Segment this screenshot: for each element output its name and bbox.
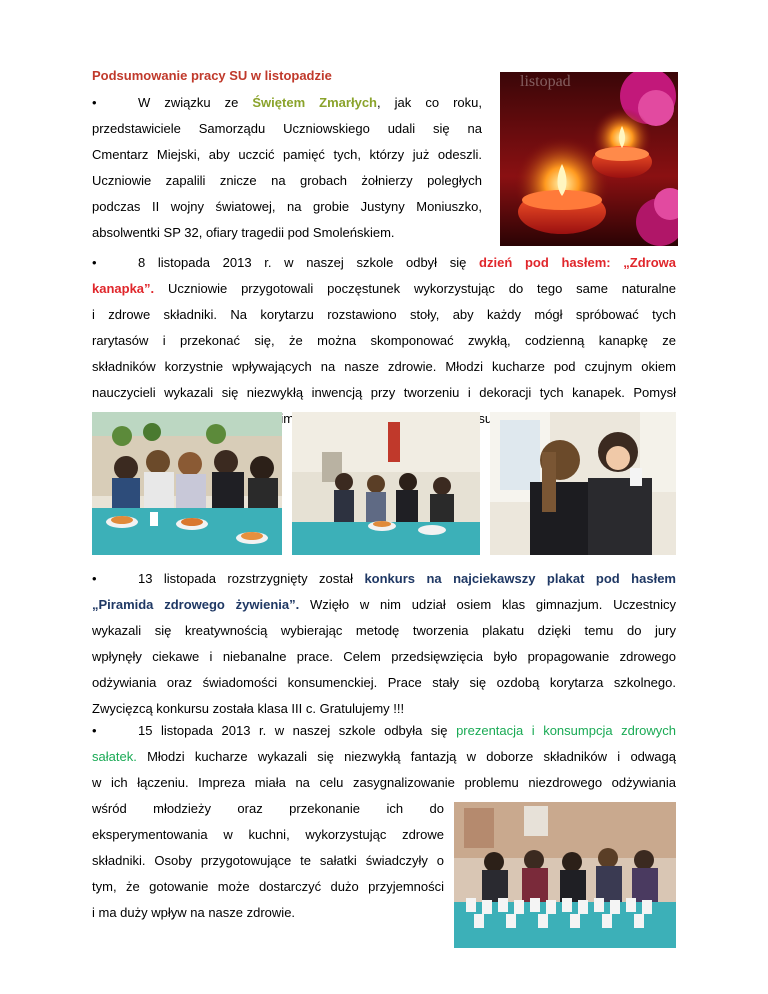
text-line: • 15 listopada 2013 r. w naszej szkole odbyła się prezentacja i konsumpcja zdrowych xyxy=(92,718,676,744)
highlight-text: dzień pod hasłem: „Zdrowa xyxy=(479,255,676,270)
highlight-text: prezentacja i konsumpcja zdrowych xyxy=(456,723,676,738)
text-line: składniki. Osoby przygotowujące te sałatki świadczyły o xyxy=(92,853,444,868)
sandwich-photo-3 xyxy=(490,412,676,555)
text-line: wykazali się kreatywnością wybierając metodę tworzenia plakatu dzięki temu do jury xyxy=(92,623,676,638)
page-title: Podsumowanie pracy SU w listopadzie xyxy=(92,68,332,83)
paragraph-poster-contest xyxy=(92,566,676,722)
text-line: i zdrowe składniki. Na korytarzu rozstawiono stoły, aby każdy mógł spróbować tych xyxy=(92,307,676,322)
text-line: i ma duży wpływ na nasze zdrowie. xyxy=(92,905,296,920)
text-line: podczas II wojny światowej, na grobie Justyny Moniuszko, xyxy=(92,199,482,214)
highlight-text: konkurs na najciekawszy plakat pod hasłem xyxy=(364,571,676,586)
text-line: • 13 listopada rozstrzygnięty został konkurs na najciekawszy plakat pod hasłem xyxy=(92,566,676,592)
salads-photo xyxy=(454,802,676,948)
paragraph-salads-cont xyxy=(92,796,444,926)
text-line: Cmentarz Miejski, aby uczcić pamięć tych, którzy już odeszli. xyxy=(92,147,482,162)
text-line: kanapka”. Uczniowie przygotowali poczęstunek wykorzystując do tego same naturalne xyxy=(92,281,676,296)
bullet-icon: • xyxy=(92,571,97,586)
text-line: wpłynęły ciekawe i niebanalne prace. Celem przedsięwzięcia było propagowanie zdrowego xyxy=(92,649,676,664)
candles-photo xyxy=(500,72,678,246)
highlight-text: „Piramida zdrowego żywienia”. xyxy=(92,597,300,612)
text-line: rarytasów i przekonać się, że można skomponować zwykłą, codzienną kanapkę ze xyxy=(92,333,676,348)
sandwich-photo-1 xyxy=(92,412,282,555)
highlight-text: sałatek. xyxy=(92,749,137,764)
text-line: przedstawiciele Samorządu Uczniowskiego udali się na xyxy=(92,121,482,136)
text-line: „Piramida zdrowego żywienia”. Wzięło w nim udział osiem klas gimnazjum. Uczestnicy xyxy=(92,597,676,612)
text-line: w ich łączeniu. Impreza miała na celu zasygnalizowanie problemu niezdrowego odżywiania xyxy=(92,775,676,790)
sandwich-photo-2 xyxy=(292,412,480,555)
text-line: nauczycieli wykazali się niezwykłą inwencją przy tworzeniu i dekoracji tych kanapek. Pomysł xyxy=(92,385,676,400)
text-line: Uczniowie zapalili znicze na grobach żołnierzy poległych xyxy=(92,173,482,188)
text-line: • W związku ze Świętem Zmarłych, jak co roku, xyxy=(92,90,482,116)
paragraph-healthy-sandwich xyxy=(92,250,676,432)
text-line: absolwentki SP 32, ofiary tragedii pod Smoleńskiem. xyxy=(92,225,395,240)
paragraph-all-saints xyxy=(92,90,482,246)
bullet-icon: • xyxy=(92,723,97,738)
bullet-icon: • xyxy=(92,95,97,110)
text-line: sałatek. Młodzi kucharze wykazali się niezwykłą fantazją w doborze składników i odwagą xyxy=(92,749,676,764)
text-line: odżywiania oraz świadomości konsumenckiej. Prace stały się ozdobą korytarza szkolnego. xyxy=(92,675,676,690)
candles-caption: listopad xyxy=(520,73,571,90)
text-line: Zwycięzcą konkursu została klasa III c. Gratulujemy !!! xyxy=(92,701,405,716)
text-line: • 8 listopada 2013 r. w naszej szkole odbył się dzień pod hasłem: „Zdrowa xyxy=(92,250,676,276)
text-line: składników korzystnie wpływających na nasze zdrowie. Młodzi kucharze pod czujnym okiem xyxy=(92,359,676,374)
text-line: eksperymentowania w kuchni, wykorzystując zdrowe xyxy=(92,827,444,842)
text-line: wśród młodzieży oraz przekonanie ich do xyxy=(92,801,444,816)
highlight-text: Świętem Zmarłych xyxy=(252,95,377,110)
bullet-icon: • xyxy=(92,255,97,270)
text-line: tym, że gotowanie może dostarczyć dużo przyjemności xyxy=(92,879,444,894)
paragraph-salads xyxy=(92,718,676,796)
highlight-text: kanapka”. xyxy=(92,281,155,296)
